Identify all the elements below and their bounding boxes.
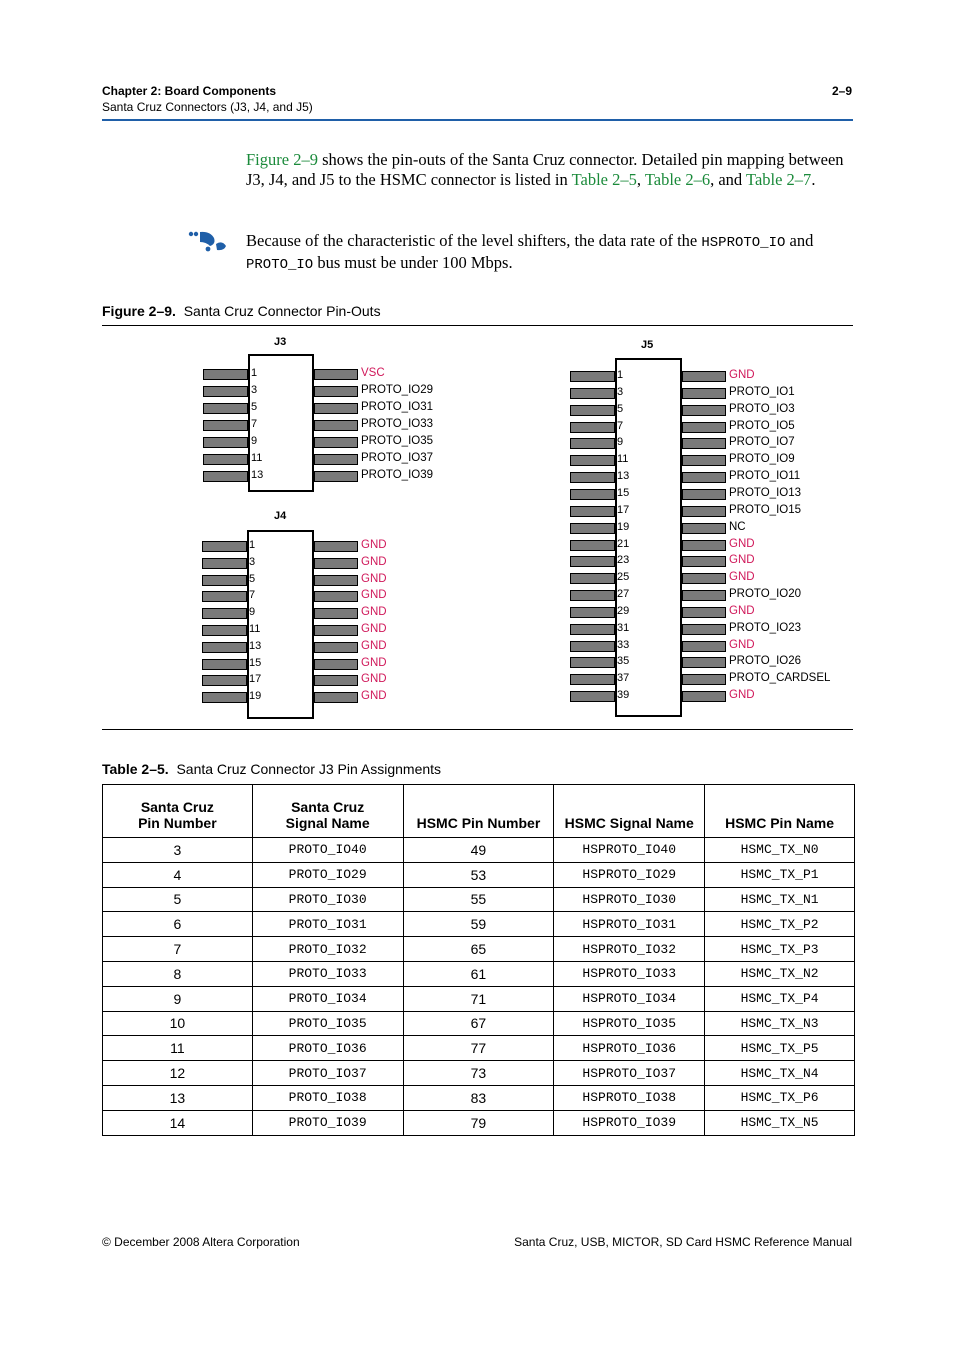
j4-pin-number: 17 — [249, 673, 262, 686]
j5-pin-lead — [570, 674, 615, 685]
j5-pin-lead — [682, 624, 726, 635]
table-cell: 3 — [103, 838, 253, 863]
j4-pin-lead — [202, 608, 247, 619]
j4-pin-lead — [314, 625, 358, 636]
table-cell: 59 — [403, 912, 554, 937]
j4-signal-label: GND — [361, 539, 387, 551]
j5-pin-lead — [682, 590, 726, 601]
table-row — [103, 887, 855, 912]
table-cell: HSMC_TX_N1 — [705, 887, 855, 912]
j5-signal-label: GND — [729, 604, 755, 617]
table-cell: HSPROTO_IO39 — [554, 1110, 705, 1135]
j4-pin-lead — [314, 608, 358, 619]
table-body — [103, 838, 855, 1136]
table-row — [103, 912, 855, 937]
j5-pin-lead — [682, 405, 726, 416]
j4-pin-number: 19 — [249, 690, 262, 703]
j5-pin-number: 33 — [617, 638, 630, 651]
j4-title: J4 — [274, 510, 287, 522]
j5-signal-label: PROTO_IO9 — [729, 453, 795, 466]
j5-pin-number: 21 — [617, 537, 630, 550]
table-cell: 71 — [403, 986, 554, 1011]
intro-text: . — [811, 170, 816, 189]
j5-pin-number: 23 — [617, 554, 630, 567]
j5-pin-lead — [570, 489, 615, 500]
table-cell: 49 — [403, 838, 554, 863]
j5-pin-lead — [570, 523, 615, 534]
j5-signal-label: PROTO_IO3 — [729, 402, 795, 415]
j4-signal-label: GND — [361, 673, 387, 686]
j5-pin-lead — [570, 641, 615, 652]
j3-pin-lead — [314, 437, 358, 448]
table-cell: 83 — [403, 1085, 554, 1110]
table-cell: PROTO_IO29 — [252, 862, 403, 887]
column-header-line: Santa Cruz — [291, 799, 365, 815]
column-header-line: Signal Name — [285, 815, 370, 831]
j3-pin-lead — [203, 454, 248, 465]
j5-pin-lead — [570, 573, 615, 584]
j5-pin-lead — [682, 691, 726, 702]
j3-pin-lead — [203, 420, 248, 431]
j5-title: J5 — [641, 339, 654, 351]
table-row — [103, 937, 855, 962]
table-cell: HSPROTO_IO40 — [554, 838, 705, 863]
j4-pin-lead — [314, 642, 358, 653]
table-cell: HSMC_TX_P1 — [705, 862, 855, 887]
column-header-line: HSMC Pin Name — [725, 815, 835, 831]
j3-pin-lead — [314, 386, 358, 397]
j5-pin-lead — [570, 624, 615, 635]
table-cell: HSMC_TX_N2 — [705, 961, 855, 986]
j5-signal-label: GND — [729, 554, 755, 567]
j3-signal-label: PROTO_IO35 — [361, 435, 434, 447]
j5-signal-label: PROTO_IO13 — [729, 486, 802, 499]
column-header-line: HSMC Pin Number — [416, 815, 541, 831]
j4-pin-number: 3 — [249, 555, 256, 568]
j5-pin-lead — [682, 506, 726, 517]
table-cell: HSMC_TX_P4 — [705, 986, 855, 1011]
table-2-7-link[interactable]: Table 2–7 — [746, 170, 812, 189]
j3-title: J3 — [274, 336, 287, 348]
table-cell: PROTO_IO34 — [252, 986, 403, 1011]
table-row — [103, 1085, 855, 1110]
j4-pin-lead — [314, 558, 358, 569]
table-cell: HSPROTO_IO36 — [554, 1036, 705, 1061]
table-cell: 14 — [103, 1110, 253, 1135]
j3-signal-label: PROTO_IO37 — [361, 452, 434, 464]
j5-pin-lead — [682, 438, 726, 449]
column-header — [103, 785, 253, 838]
j5-signal-label: GND — [729, 571, 755, 584]
j5-pin-number: 35 — [617, 655, 630, 668]
j5-pin-lead — [570, 590, 615, 601]
table-cell: 65 — [403, 937, 554, 962]
table-row — [103, 862, 855, 887]
table-cell: PROTO_IO31 — [252, 912, 403, 937]
j3-pin-lead — [203, 471, 248, 482]
table-cell: HSPROTO_IO32 — [554, 937, 705, 962]
j5-pin-lead — [682, 472, 726, 483]
table-cell: HSMC_TX_N5 — [705, 1110, 855, 1135]
column-header — [252, 785, 403, 838]
j4-pin-lead — [202, 675, 247, 686]
j4-pin-lead — [314, 541, 358, 552]
table-cell: HSMC_TX_P3 — [705, 937, 855, 962]
table-cell: 73 — [403, 1061, 554, 1086]
table-row — [103, 986, 855, 1011]
j3-pin-number: 11 — [251, 452, 263, 464]
table-cell: 10 — [103, 1011, 253, 1036]
j3-pin-number: 7 — [251, 418, 258, 430]
j5-pin-lead — [570, 438, 615, 449]
j4-pin-lead — [202, 625, 247, 636]
table-row — [103, 961, 855, 986]
j5-pin-lead — [682, 657, 726, 668]
j5-pin-lead — [682, 523, 726, 534]
j4-pin-lead — [202, 558, 247, 569]
j4-pin-lead — [314, 575, 358, 586]
j5-pin-lead — [682, 371, 726, 382]
table-cell: PROTO_IO38 — [252, 1085, 403, 1110]
j5-pin-number: 9 — [617, 436, 624, 449]
j4-pin-lead — [202, 575, 247, 586]
j3-signal-label: PROTO_IO29 — [361, 384, 434, 396]
section-heading: Santa Cruz Connectors (J3, J4, and J5) — [102, 100, 313, 114]
j4-pin-lead — [314, 659, 358, 670]
note-icon — [186, 230, 230, 252]
j5-signal-label: PROTO_IO15 — [729, 503, 802, 516]
j5-pin-lead — [570, 455, 615, 466]
j4-signal-label: GND — [361, 555, 387, 568]
table-cell: 12 — [103, 1061, 253, 1086]
j4-signal-label: GND — [361, 623, 387, 635]
table-cell: HSPROTO_IO38 — [554, 1085, 705, 1110]
column-header — [403, 785, 554, 838]
table-cell: PROTO_IO30 — [252, 887, 403, 912]
table-cell: HSMC_TX_N0 — [705, 838, 855, 863]
j3-signal-label: PROTO_IO31 — [361, 401, 434, 413]
j5-signal-label: GND — [729, 537, 755, 550]
table-cell: 9 — [103, 986, 253, 1011]
figure-bottom-rule — [102, 729, 853, 730]
j5-pin-number: 3 — [617, 385, 624, 398]
j5-signal-label: PROTO_IO1 — [729, 385, 795, 398]
table-cell: 7 — [103, 937, 253, 962]
j5-pin-lead — [682, 540, 726, 551]
j4-pin-number: 15 — [249, 656, 262, 669]
j5-pin-lead — [570, 388, 615, 399]
j5-signal-label: PROTO_IO23 — [729, 621, 802, 634]
j3-pin-number: 1 — [251, 367, 258, 379]
table-cell: 8 — [103, 961, 253, 986]
j5-pin-number: 25 — [617, 571, 630, 584]
j5-pin-lead — [682, 388, 726, 399]
table-cell: 77 — [403, 1036, 554, 1061]
j4-pin-lead — [202, 692, 247, 703]
figure-top-rule — [102, 325, 853, 326]
table-cell: 13 — [103, 1085, 253, 1110]
code-hsproto: HSPROTO_IO — [701, 235, 786, 251]
table-caption — [102, 761, 441, 777]
j5-pin-lead — [682, 556, 726, 567]
intro-text: , and — [710, 170, 747, 189]
figure-label: Figure 2–9. — [102, 303, 176, 319]
table-cell: 55 — [403, 887, 554, 912]
table-cell: PROTO_IO39 — [252, 1110, 403, 1135]
j4-pin-lead — [202, 659, 247, 670]
table-row — [103, 1061, 855, 1086]
j4-pin-number: 7 — [249, 589, 256, 602]
j5-pin-lead — [570, 472, 615, 483]
j4-signal-label: GND — [361, 589, 387, 602]
j5-pin-lead — [682, 455, 726, 466]
j5-pin-number: 5 — [617, 402, 624, 415]
table-label: Table 2–5. — [102, 761, 169, 777]
table-cell: HSPROTO_IO37 — [554, 1061, 705, 1086]
j3-signal-label: VSC — [361, 367, 385, 379]
j5-pin-lead — [682, 607, 726, 618]
j5-signal-label: PROTO_IO26 — [729, 655, 802, 668]
table-cell: HSPROTO_IO31 — [554, 912, 705, 937]
j4-pin-number: 1 — [249, 539, 256, 551]
table-cell: HSMC_TX_P6 — [705, 1085, 855, 1110]
j3-pin-number: 9 — [251, 435, 258, 447]
j5-pin-number: 11 — [617, 453, 629, 466]
j3-pin-lead — [314, 403, 358, 414]
table-cell: HSPROTO_IO34 — [554, 986, 705, 1011]
table-cell: HSMC_TX_N3 — [705, 1011, 855, 1036]
table-cell: HSPROTO_IO35 — [554, 1011, 705, 1036]
j3-pin-number: 5 — [251, 401, 258, 413]
table-cell: HSPROTO_IO33 — [554, 961, 705, 986]
j5-signal-label: PROTO_CARDSEL — [729, 672, 831, 685]
table-cell: 53 — [403, 862, 554, 887]
j5-pin-lead — [570, 506, 615, 517]
j3-pin-lead — [203, 369, 248, 380]
j4-pin-lead — [314, 591, 358, 602]
j5-pin-lead — [570, 540, 615, 551]
j5-signal-label: PROTO_IO7 — [729, 436, 795, 449]
column-header — [705, 785, 855, 838]
j3-pin-lead — [203, 403, 248, 414]
table-2-5-link[interactable]: Table 2–5 — [571, 170, 637, 189]
j3-pin-lead — [314, 420, 358, 431]
header-rule — [102, 119, 853, 121]
j5-pin-lead — [682, 674, 726, 685]
j5-pin-number: 19 — [617, 520, 630, 533]
table-cell: PROTO_IO35 — [252, 1011, 403, 1036]
j5-pin-number: 17 — [617, 503, 630, 516]
j3-pin-lead — [314, 471, 358, 482]
j5-pin-lead — [570, 405, 615, 416]
j4-pin-number: 13 — [249, 639, 262, 652]
column-header-line: Pin Number — [138, 815, 217, 831]
table-cell: 11 — [103, 1036, 253, 1061]
table-cell: PROTO_IO33 — [252, 961, 403, 986]
j5-signal-label: NC — [729, 520, 746, 533]
j5-pin-lead — [570, 422, 615, 433]
j5-pin-lead — [682, 489, 726, 500]
j4-signal-label: GND — [361, 606, 387, 619]
j5-pin-number: 13 — [617, 470, 630, 483]
table-cell: HSMC_TX_N4 — [705, 1061, 855, 1086]
intro-text: shows the pin-outs of the Santa Cruz connector. Detailed pin mapping between J3, J4, and J5 to the HSMC connector is listed in — [246, 150, 844, 189]
table-row — [103, 1036, 855, 1061]
j5-pin-lead — [570, 556, 615, 567]
j5-signal-label: GND — [729, 638, 755, 651]
j4-pin-number: 5 — [249, 572, 256, 585]
j4-signal-label: GND — [361, 572, 387, 585]
table-cell: PROTO_IO32 — [252, 937, 403, 962]
j4-pin-lead — [202, 591, 247, 602]
table-cell: HSPROTO_IO30 — [554, 887, 705, 912]
j5-pin-number: 27 — [617, 588, 630, 601]
j4-signal-label: GND — [361, 690, 387, 703]
table-title: Santa Cruz Connector J3 Pin Assignments — [176, 761, 442, 777]
table-cell: 61 — [403, 961, 554, 986]
j5-pin-number: 15 — [617, 486, 630, 499]
j5-pin-lead — [682, 573, 726, 584]
intro-paragraph — [246, 150, 856, 190]
code-proto: PROTO_IO — [246, 257, 314, 273]
j3-pin-lead — [314, 454, 358, 465]
j4-signal-label: GND — [361, 639, 387, 652]
column-header — [554, 785, 705, 838]
j3-signal-label: PROTO_IO33 — [361, 418, 434, 430]
j5-signal-label: PROTO_IO11 — [729, 470, 801, 483]
j4-signal-label: GND — [361, 656, 387, 669]
pin-assignment-table — [102, 784, 855, 1136]
j5-pin-lead — [570, 657, 615, 668]
j3-signal-label: PROTO_IO39 — [361, 469, 434, 481]
table-cell: PROTO_IO37 — [252, 1061, 403, 1086]
table-cell: 67 — [403, 1011, 554, 1036]
j3-pin-lead — [314, 369, 358, 380]
table-row — [103, 1110, 855, 1135]
page-number: 2–9 — [831, 84, 852, 98]
j3-pin-number: 3 — [251, 384, 258, 396]
j4-pin-lead — [202, 541, 247, 552]
table-cell: HSPROTO_IO29 — [554, 862, 705, 887]
j5-pin-number: 7 — [617, 419, 624, 432]
j5-pin-number: 1 — [617, 369, 624, 381]
footer-manual-title: Santa Cruz, USB, MICTOR, SD Card HSMC Reference Manual — [514, 1235, 852, 1249]
j4-pin-lead — [202, 642, 247, 653]
table-cell: HSMC_TX_P2 — [705, 912, 855, 937]
table-cell: 5 — [103, 887, 253, 912]
figure-link[interactable]: Figure 2–9 — [246, 150, 318, 169]
j5-pin-number: 31 — [617, 621, 630, 634]
j4-pin-number: 11 — [249, 623, 261, 635]
table-cell: PROTO_IO36 — [252, 1036, 403, 1061]
j5-signal-label: GND — [729, 689, 755, 702]
figure-title: Santa Cruz Connector Pin-Outs — [183, 303, 381, 319]
table-cell: PROTO_IO40 — [252, 838, 403, 863]
j5-signal-label: PROTO_IO5 — [729, 419, 795, 432]
table-cell: HSMC_TX_P5 — [705, 1036, 855, 1061]
table-cell: 4 — [103, 862, 253, 887]
j5-pin-lead — [570, 607, 615, 618]
table-header-row — [103, 785, 855, 838]
column-header-line: HSMC Signal Name — [564, 815, 694, 831]
j3-pin-lead — [203, 437, 248, 448]
j4-pin-lead — [314, 692, 358, 703]
intro-text: , — [636, 170, 645, 189]
table-row — [103, 838, 855, 863]
j4-pin-number: 9 — [249, 606, 256, 619]
j3-pin-lead — [203, 386, 248, 397]
j4-pin-lead — [314, 675, 358, 686]
j5-pin-number: 37 — [617, 672, 630, 685]
j5-pin-number: 29 — [617, 604, 630, 617]
table-row — [103, 1011, 855, 1036]
j5-pin-lead — [682, 422, 726, 433]
j5-pin-lead — [570, 371, 615, 382]
j5-pin-number: 39 — [617, 689, 630, 702]
table-2-6-link[interactable]: Table 2–6 — [644, 170, 711, 189]
note-text: Because of the characteristic of the level shifters, the data rate of the HSPROTO_IO and PROTO_IO bus must be under 100 Mbps. — [246, 231, 814, 273]
j5-signal-label: GND — [729, 369, 755, 381]
footer-copyright: © December 2008 Altera Corporation — [102, 1235, 300, 1249]
j5-signal-label: PROTO_IO20 — [729, 588, 802, 601]
j5-pin-lead — [570, 691, 615, 702]
j5-pin-lead — [682, 641, 726, 652]
table-cell: 79 — [403, 1110, 554, 1135]
table-cell: 6 — [103, 912, 253, 937]
figure-caption — [102, 303, 381, 319]
j3-pin-number: 13 — [251, 469, 264, 481]
column-header-line: Santa Cruz — [140, 799, 214, 815]
chapter-heading: Chapter 2: Board Components — [102, 84, 277, 98]
